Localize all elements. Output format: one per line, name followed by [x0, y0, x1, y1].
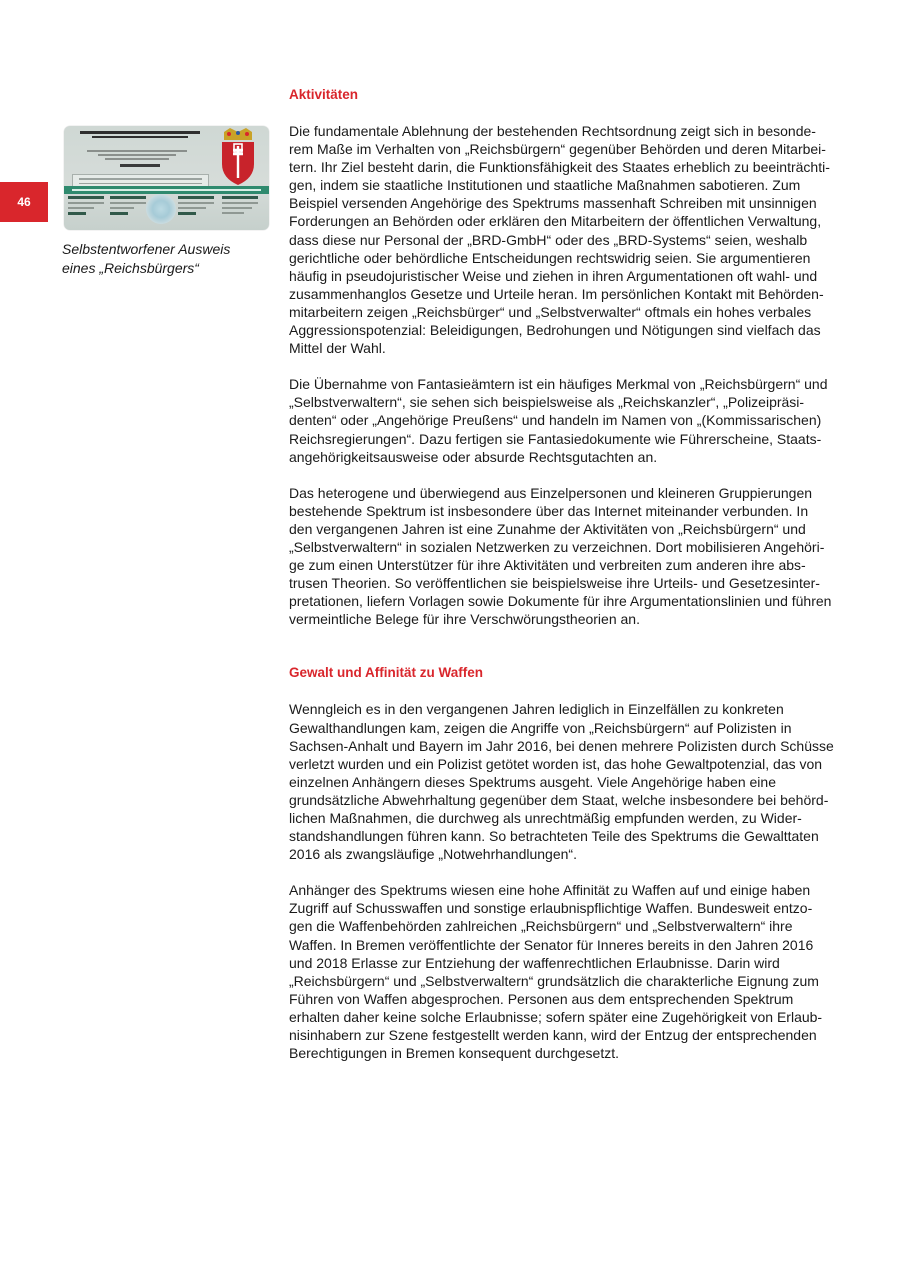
text-line: Reichsregierungen“. Dazu fertigen sie Fantasiedokumente wie Führerscheine, Staats- [289, 430, 822, 447]
text-line: „Selbstverwaltern“ in sozialen Netzwerken zu verzeichnen. Dort mobilisieren Angehöri- [289, 538, 825, 555]
text-line: standshandlungen führen kann. So betrachteten Teile des Spektrums die Gewalttaten [289, 828, 819, 845]
flower-of-life-emblem [146, 194, 176, 224]
text-line: Aggressionspotenzial: Beleidigungen, Bedrohungen und Nötigungen sind vielfach das [289, 322, 821, 339]
page-number: 46 [17, 195, 31, 209]
text-line: Das heterogene und überwiegend aus Einzelpersonen und kleineren Gruppierungen [289, 484, 813, 501]
section-heading-aktivitaeten: Aktivitäten [289, 87, 359, 102]
coat-of-arms-icon [214, 128, 262, 186]
text-line: gerichtliche oder behördliche Entscheidungen rechtswidrig seien. Sie argumentieren [289, 249, 811, 266]
text-line: pretationen, liefern Vorlagen sowie Dokumente für ihre Argumentationslinien und führen [289, 593, 832, 610]
paragraph [289, 375, 839, 465]
text-line: den vergangenen Jahren ist eine Zunahme der Aktivitäten von „Reichsbürgern“ und [289, 520, 806, 537]
paragraph [289, 484, 839, 629]
text-line: zusammenhanglos Gesetze und Urteile heran. Im persönlichen Kontakt mit Behörden- [289, 285, 824, 302]
text-line: grundsätzliche Abwehrhaltung gegenüber dem Staat, welche insbesondere bei behörd- [289, 791, 829, 808]
text-line: gen, indem sie staatliche Institutionen und staatliche Maßnahmen sabotieren. Zum [289, 177, 801, 194]
text-line: Führen von Waffen abgesprochen. Personen aus dem entsprechenden Spektrum [289, 990, 794, 1007]
text-line: Forderungen an Behörden oder erklären den Mitarbeitern der öffentlichen Verwaltung, [289, 213, 822, 230]
text-line: und 2018 Erlasse zur Entziehung der waffenrechtlichen Erlaubnisse. Darin wird [289, 954, 780, 971]
text-line: gen die Waffenbehörden zahlreichen „Reichsbürgern“ und „Selbstverwaltern“ ihre [289, 918, 793, 935]
card-text-lines [78, 148, 196, 162]
paragraph [289, 881, 839, 1062]
paragraph [289, 700, 839, 863]
text-line: denten“ oder „Angehörige Preußens“ und handeln im Namen von „(Kommissarischen) [289, 412, 822, 429]
text-line: trusen Theorien. So veröffentlichen sie beispielsweise ihre Urteils- und Gesetzesinter- [289, 575, 820, 592]
text-line: einzelnen Anhängern dieses Spektrums ausgeht. Viele Angehörige haben eine [289, 773, 776, 790]
caption-line: Selbstentworfener Ausweis [62, 241, 231, 257]
text-line: Berechtigungen in Bremen konsequent durchgesetzt. [289, 1045, 619, 1062]
text-line: vermeintliche Belege für ihre Verschwörungstheorien an. [289, 611, 640, 628]
text-line: erhalten daher keine solche Erlaubnisse; sofern später eine Zugehörigkeit von Erlaub- [289, 1008, 823, 1025]
section-heading-gewalt: Gewalt und Affinität zu Waffen [289, 665, 483, 681]
text-line: Die Übernahme von Fantasieämtern ist ein häufiges Merkmal von „Reichsbürgern“ und [289, 376, 828, 393]
text-line: tern. Ihr Ziel besteht darin, die Funktionsfähigkeit des Staates erheblich zu beeinträchti- [289, 159, 830, 176]
text-line: „Selbstverwaltern“, sie sehen sich beispielsweise als „Reichskanzler“, „Polizeipräsi- [289, 394, 805, 411]
text-line: Mittel der Wahl. [289, 340, 386, 357]
card-state-line [70, 164, 210, 167]
main-text-column [289, 86, 839, 1062]
card-title-lines [70, 129, 210, 140]
text-line: Die fundamentale Ablehnung der bestehenden Rechtsordnung zeigt sich in besonde- [289, 123, 816, 139]
text-line: lichen Maßnahmen, die durchweg als unrechtmäßig empfunden werden, zu Wider- [289, 810, 802, 826]
text-line: rem Maße im Verhalten von „Reichsbürgern“ gegenüber Behörden und deren Mitarbei- [289, 141, 826, 158]
text-line: 2016 als zwangsläufige „Notwehrhandlungen“. [289, 846, 577, 863]
text-line: Zugriff auf Schusswaffen und sonstige erlaubnispflichtige Waffen. Bundesweit entzo- [289, 900, 813, 917]
card-banner [64, 186, 269, 194]
page-number-tab [0, 182, 48, 222]
text-line: dass diese nur Personal der „BRD-GmbH“ oder des „BRD-Systems“ seien, weshalb [289, 231, 808, 248]
text-line: Sachsen-Anhalt und Bayern im Jahr 2016, bei denen mehrere Polizisten durch Schüsse [289, 737, 834, 754]
caption-line: eines „Reichsbürgers“ [62, 260, 199, 276]
text-line: mitarbeitern zeigen „Reichsbürger“ und „Selbstverwalter“ oftmals ein hohes verbales [289, 303, 812, 320]
text-line: Gewalthandlungen kam, zeigen die Angriffe von „Reichsbürgern“ auf Polizisten in [289, 719, 792, 736]
text-line: Waffen. In Bremen veröffentlichte der Senator für Inneres bereits in den Jahren 2016 [289, 936, 814, 953]
image-caption [62, 240, 272, 278]
id-card-photo [64, 126, 269, 230]
text-line: bestehende Spektrum ist insbesondere über das Internet miteinander verbunden. In [289, 502, 809, 519]
text-line: nisinhabern zur Szene festgestellt werden kann, wird der Entzug der entsprechenden [289, 1027, 817, 1044]
text-line: Anhänger des Spektrums wiesen eine hohe Affinität zu Waffen auf und einige haben [289, 882, 811, 899]
text-line: angehörigkeitsausweise oder absurde Rechtsgutachten an. [289, 448, 658, 465]
paragraph [289, 122, 839, 357]
text-line: häufig in pseudojuristischer Weise und ziehen in ihren Argumentationen oft wahl- und [289, 267, 818, 284]
text-line: Wenngleich es in den vergangenen Jahren lediglich in Einzelfällen zu konkreten [289, 701, 784, 718]
text-line: „Reichsbürgern“ und „Selbstverwaltern“ grundsätzlich die charakterliche Eignung zum [289, 972, 819, 989]
text-line: ge zum einen Unterstützer für ihre Aktivitäten und verbreiten zum anderen ihre abs- [289, 557, 806, 574]
text-line: verletzt wurden und ein Polizist getötet worden ist, das hohe Gewaltpotenzial, das von [289, 755, 823, 772]
text-line: Beispiel versenden Angehörige des Spektrums massenhaft Schreiben mit unsinnigen [289, 195, 817, 212]
